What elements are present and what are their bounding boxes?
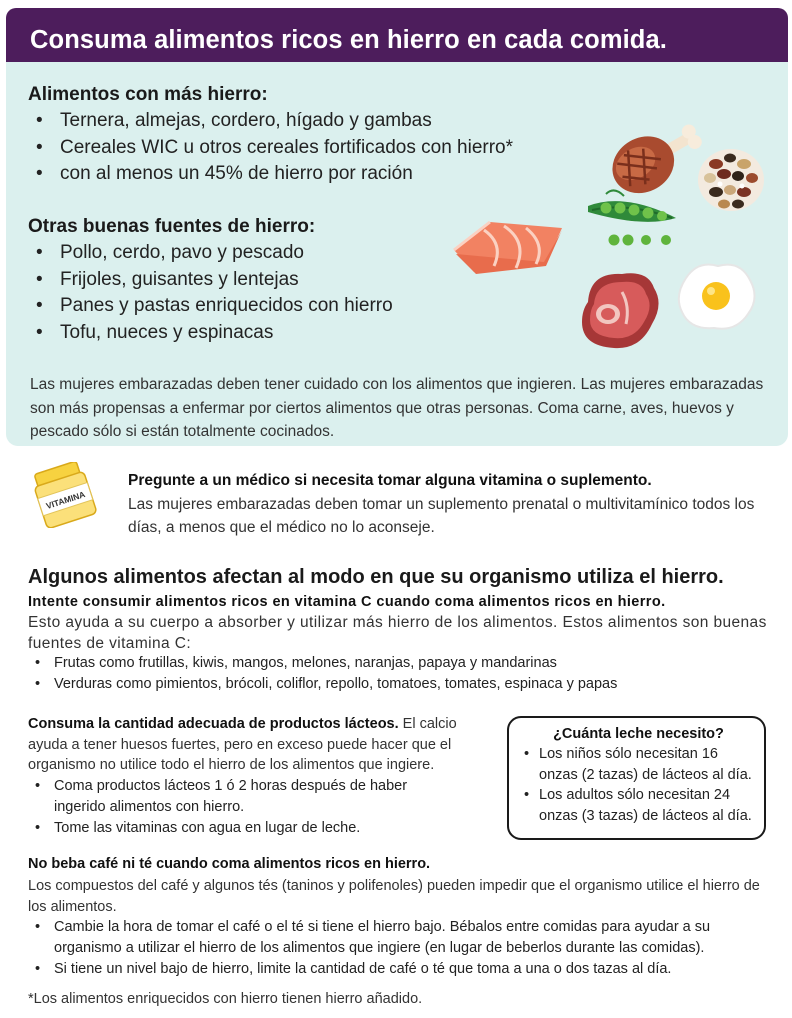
- list-item: • Ternera, almejas, cordero, hígado y gambas: [28, 108, 513, 135]
- milk-list: [523, 744, 754, 826]
- dairy-list: [28, 776, 448, 839]
- list-item: • Cereales WIC u otros cereales fortificados con hierro*: [28, 135, 513, 162]
- list-item: • Los adultos sólo necesitan 24 onzas (3 tazas) de lácteos al día.: [523, 785, 754, 826]
- list-item: • Tome las vitaminas con agua en lugar de leche.: [28, 818, 448, 839]
- vitamin-c-paragraph: Esto ayuda a su cuerpo a absorber y utilizar más hierro de los alimentos. Estos alimentos son buenas fuentes de vitamina C:: [28, 614, 767, 652]
- list-item: • Panes y pastas enriquecidos con hierro: [28, 293, 393, 320]
- footnote: *Los alimentos enriquecidos con hierro tienen hierro añadido.: [28, 991, 423, 1007]
- coffee-paragraph: Los compuestos del café y algunos tés (taninos y polifenoles) pueden impedir que el organismo utilice el hierro de los alimentos.: [28, 878, 760, 915]
- list-item: • Frijoles, guisantes y lentejas: [28, 267, 393, 294]
- milk-info-box: [507, 716, 766, 840]
- vitamin-c-list: [28, 653, 768, 695]
- other-iron-heading: Otras buenas fuentes de hierro:: [28, 216, 316, 237]
- vitamin-section: [128, 469, 768, 539]
- list-item: • Coma productos lácteos 1 ó 2 horas después de haber ingerido alimentos con hierro.: [28, 776, 448, 818]
- vitamin-question: Pregunte a un médico si necesita tomar alguna vitamina o suplemento.: [128, 472, 652, 489]
- list-item: • Frutas como frutillas, kiwis, mangos, melones, naranjas, papaya y mandarinas: [28, 653, 768, 674]
- most-iron-list: [28, 108, 513, 188]
- page-title: Consuma alimentos ricos en hierro en cada comida.: [30, 25, 667, 54]
- dairy-title: Consuma la cantidad adecuada de productos lácteos.: [28, 716, 399, 732]
- milk-box-title: ¿Cuánta leche necesito?: [553, 726, 724, 742]
- absorption-heading: Algunos alimentos afectan al modo en que su organismo utiliza el hierro.: [28, 566, 724, 588]
- dairy-text: El calcio ayuda a tener huesos fuertes, pero en exceso puede hacer que el organismo no utilice todo el hierro de los alimentos que ingiere.: [28, 716, 457, 773]
- list-item-continuation: • con al menos un 45% de hierro por ración: [28, 161, 513, 188]
- vitamin-jar-icon: [28, 462, 102, 528]
- list-item: • Si tiene un nivel bajo de hierro, limite la cantidad de café o té que toma a una o dos tazas al día.: [28, 959, 768, 980]
- dairy-section: [28, 714, 498, 776]
- coffee-list: [28, 917, 768, 980]
- salmon-icon: [450, 214, 566, 280]
- steak-icon: [574, 262, 670, 358]
- list-item: • Tofu, nueces y espinacas: [28, 320, 393, 347]
- list-item: • Los niños sólo necesitan 16 onzas (2 tazas) de lácteos al día.: [523, 744, 754, 785]
- list-item: • Cambie la hora de tomar el café o el té si tiene el hierro bajo. Bébalos entre comidas para ayudar a su organismo a utilizar el hierro de los alimentos que ingiere (en lugar de beberlos durante las comidas).: [28, 917, 768, 959]
- other-iron-list: [28, 240, 393, 346]
- jar-label: VITAMINA: [44, 489, 87, 512]
- fried-egg-icon: [674, 258, 758, 334]
- list-item: • Verduras como pimientos, brócoli, coliflor, repollo, tomatoes, tomates, espinaca y papas: [28, 674, 768, 695]
- list-item: • Pollo, cerdo, pavo y pescado: [28, 240, 393, 267]
- beans-icon: [696, 146, 766, 214]
- vitamin-text: Las mujeres embarazadas deben tomar un suplemento prenatal o multivitamínico todos los días, a menos que el médico no lo aconseje.: [128, 496, 755, 536]
- coffee-title: No beba café ni té cuando coma alimentos ricos en hierro.: [28, 856, 431, 872]
- iron-foods-panel: [6, 62, 788, 446]
- vitamin-c-subheading: Intente consumir alimentos ricos en vitamina C cuando coma alimentos ricos en hierro.: [28, 594, 666, 610]
- pregnancy-safety-note: Las mujeres embarazadas deben tener cuidado con los alimentos que ingieren. Las mujeres embarazadas son más propensas a enfermar por ciertos alimentos que otras personas. Coma carne, aves, huevos y pescado sólo si están totalmente cocinados.: [30, 376, 764, 440]
- peas-icon: [584, 188, 684, 252]
- most-iron-heading: Alimentos con más hierro:: [28, 84, 268, 105]
